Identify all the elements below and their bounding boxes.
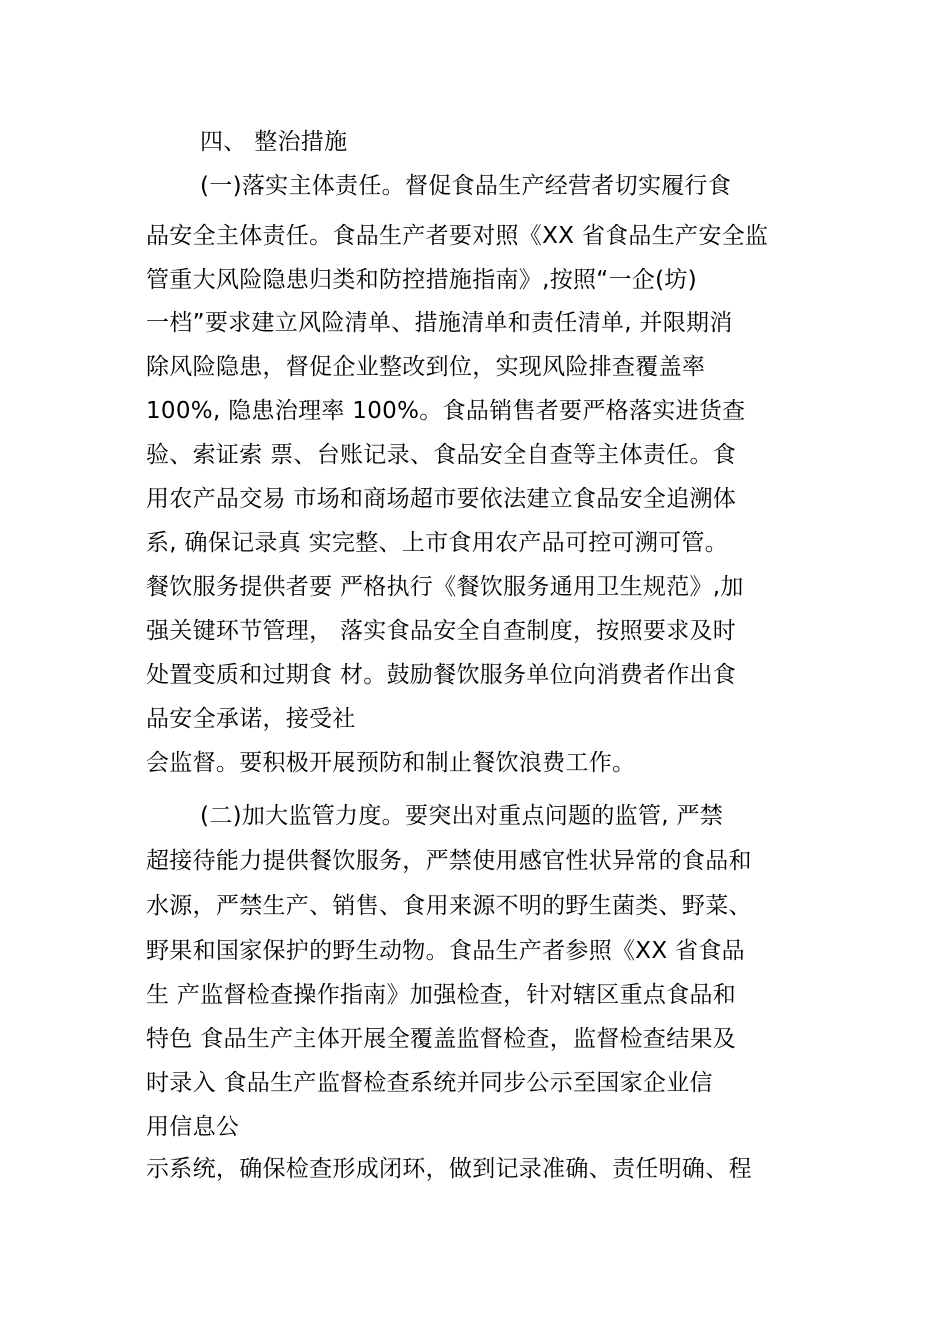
paragraph-line: 用信息公	[146, 1114, 240, 1140]
paragraph-line: (一)落实主体责任。督促食品生产经营者切实履行食	[200, 173, 732, 199]
paragraph-line: (二)加大监管力度。要突出对重点问题的监管, 严禁	[200, 803, 724, 829]
paragraph-line: 用农产品交易 市场和商场超市要依法建立食品安全追溯体	[146, 486, 737, 512]
paragraph-line: 时录入 食品生产监督检查系统并同步公示至国家企业信	[146, 1070, 713, 1096]
paragraph-line: 品安全主体责任。食品生产者要对照《XX 省食品生产安全监	[146, 223, 769, 249]
paragraph-line: 会监督。要积极开展预防和制止餐饮浪费工作。	[146, 750, 636, 776]
paragraph-line: 品安全承诺，接受社	[146, 706, 356, 732]
paragraph-line: 特色 食品生产主体开展全覆盖监督检查，监督检查结果及	[146, 1026, 737, 1052]
paragraph-line: 超接待能力提供餐饮服务，严禁使用感官性状异常的食品和	[146, 848, 752, 874]
paragraph-line: 系, 确保记录真 实完整、上市食用农产品可控可溯可管。	[146, 530, 729, 556]
paragraph-line: 野果和国家保护的野生动物。食品生产者参照《XX 省食品	[146, 938, 745, 964]
paragraph-line: 生 产监督检查操作指南》加强检查，针对辖区重点食品和	[146, 982, 737, 1008]
paragraph-line: 管重大风险隐患归类和防控措施指南》,按照“一企(坊)	[146, 267, 697, 293]
paragraph-line: 除风险隐患，督促企业整改到位，实现风险排查覆盖率	[146, 354, 706, 380]
paragraph-line: 验、索证索 票、台账记录、食品安全自查等主体责任。食	[146, 442, 737, 468]
paragraph-line: 餐饮服务提供者要 严格执行《餐饮服务通用卫生规范》,加	[146, 574, 744, 600]
paragraph-line: 强关键环节管理， 落实食品安全自查制度，按照要求及时	[146, 618, 737, 644]
paragraph-line: 一档”要求建立风险清单、措施清单和责任清单, 并限期消	[146, 310, 733, 336]
paragraph-line: 示系统，确保检查形成闭环，做到记录准确、责任明确、程	[146, 1156, 752, 1182]
paragraph-line: 水源，严禁生产、销售、食用来源不明的野生菌类、野菜、	[146, 893, 752, 919]
paragraph-line: 处置变质和过期食 材。鼓励餐饮服务单位向消费者作出食	[146, 662, 737, 688]
paragraph-line: 100%, 隐患治理率 100%。食品销售者要严格落实进货查	[146, 398, 746, 424]
section-heading: 四、 整治措施	[200, 129, 348, 155]
